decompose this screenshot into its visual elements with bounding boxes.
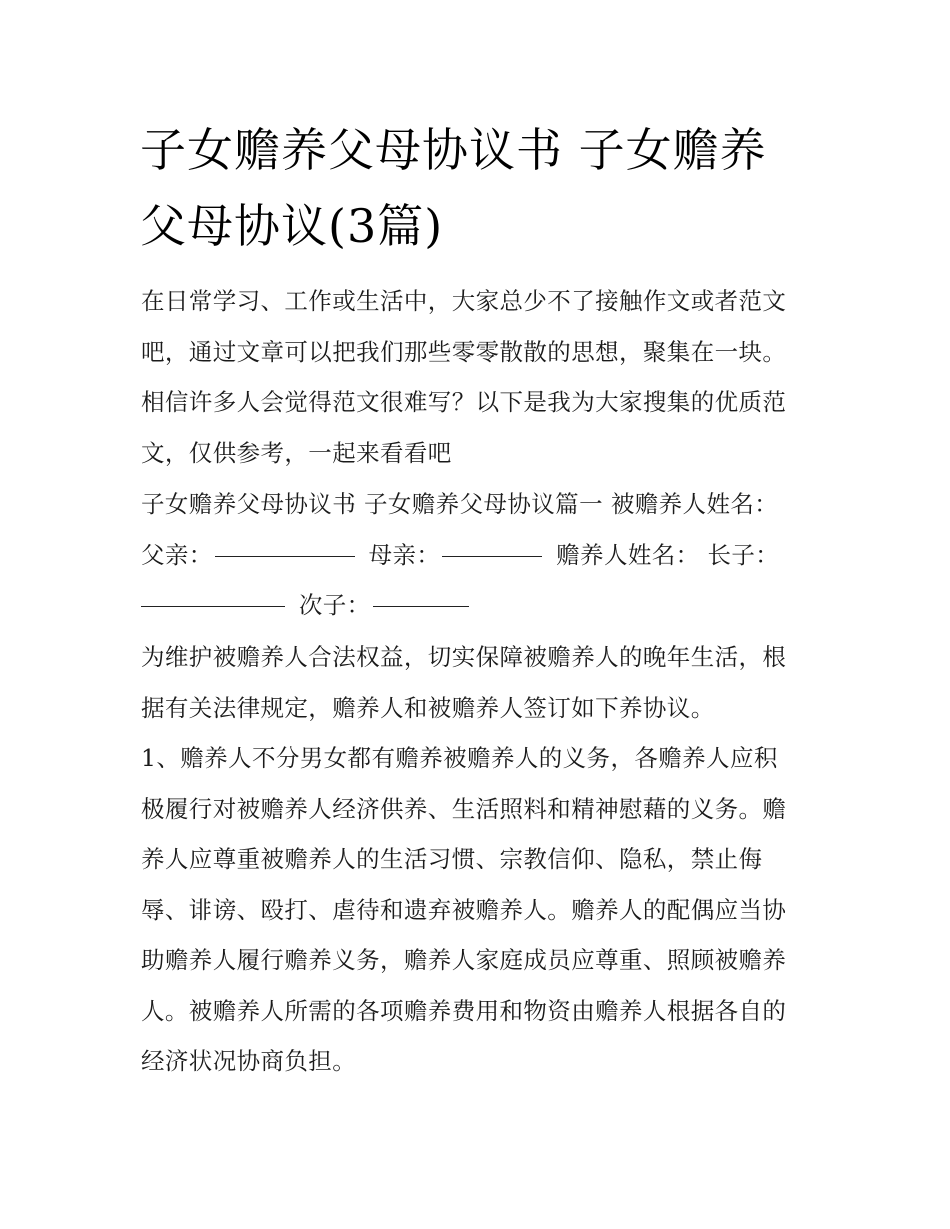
- text-line: 1、赡养人不分男女都有赡养被赡养人的义务，各赡养人应积: [141, 744, 778, 772]
- text-line: 吧，通过文章可以把我们那些零零散散的思想，聚集在一块。: [141, 337, 787, 366]
- text-line: 养人应尊重被赡养人的生活习惯、宗教信仰、隐私，禁止侮: [141, 845, 763, 873]
- text-line: 文，仅供参考，一起来看看吧: [141, 438, 452, 467]
- second-son-name-blank: [373, 606, 469, 607]
- clause-1-paragraph: [141, 733, 821, 1087]
- intro-paragraph: [141, 276, 821, 478]
- mother-label: 母亲：: [368, 540, 441, 569]
- eldest-son-label: 长子：: [707, 540, 780, 569]
- text-line: 经济状况协商负担。: [141, 1047, 357, 1075]
- text-line: 据有关法律规定，赡养人和被赡养人签订如下养协议。: [141, 693, 715, 722]
- text-line: 相信许多人会觉得范文很难写？以下是我为大家搜集的优质范: [141, 388, 787, 416]
- text-line: 辱、诽谤、殴打、虐待和遗弃被赡养人。赡养人的配偶应当协: [141, 895, 787, 924]
- text-line: 助赡养人履行赡养义务，赡养人家庭成员应尊重、照顾被赡养: [141, 946, 787, 974]
- purpose-paragraph: [141, 632, 821, 733]
- form-heading: 子女赡养父母协议书 子女赡养父母协议篇一 被赡养人姓名：: [141, 490, 779, 518]
- mother-name-blank: [442, 556, 542, 557]
- eldest-son-name-blank: [141, 606, 285, 607]
- title-line: 父母协议(3篇): [140, 199, 444, 253]
- father-label: 父亲：: [141, 540, 213, 569]
- children-line: [141, 580, 821, 631]
- text-line: 在日常学习、工作或生活中，大家总少不了接触作文或者范文: [141, 287, 787, 315]
- supporter-label: 赡养人姓名：: [556, 540, 700, 569]
- text-line: 人。被赡养人所需的各项赡养费用和物资由赡养人根据各自的: [141, 996, 787, 1025]
- text-line: 极履行对被赡养人经济供养、生活照料和精神慰藉的义务。赡: [141, 794, 787, 823]
- text-line: 为维护被赡养人合法权益，切实保障被赡养人的晚年生活，根: [141, 643, 787, 671]
- father-name-blank: [215, 556, 355, 557]
- title-line: 子女赡养父母协议书 子女赡养: [140, 123, 767, 177]
- document-title: [140, 112, 820, 264]
- parents-line: [141, 530, 821, 581]
- second-son-label: 次子：: [298, 591, 371, 619]
- agreement-form-header: [141, 479, 821, 631]
